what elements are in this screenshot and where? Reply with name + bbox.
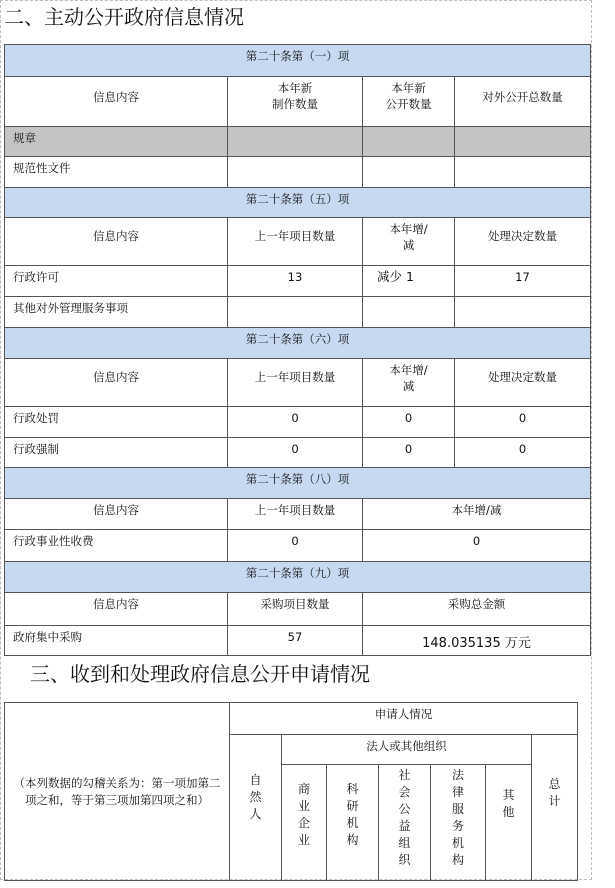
legal-org-header: 法人或其他组织: [282, 735, 532, 765]
group-header: 第二十条第（一）项: [5, 45, 591, 77]
org-type-label: 科研机构: [346, 782, 359, 847]
column-header: 采购总金额: [363, 593, 591, 626]
table-cell: 148.035135 万元: [363, 626, 591, 656]
org-type-cell: [327, 765, 379, 881]
requests-table: [4, 702, 578, 881]
column-header: 处理决定数量: [455, 359, 591, 407]
table-cell: [455, 157, 591, 188]
table-cell: [363, 297, 455, 328]
natural-person-label: 自然人: [249, 773, 262, 821]
row-label: 规章: [5, 127, 228, 157]
column-header: 采购项目数量: [228, 593, 363, 626]
column-header: 本年增/ 减: [363, 218, 455, 266]
table-cell: [228, 127, 363, 157]
row-label: 政府集中采购: [5, 626, 228, 656]
org-type-label: 社会公益组织: [398, 768, 411, 867]
column-header: 信息内容: [5, 77, 228, 127]
table-cell: 0: [228, 407, 363, 438]
org-type-cell: [282, 765, 327, 881]
group-header: 第二十条第（五）项: [5, 188, 591, 218]
table-cell: 17: [455, 266, 591, 297]
table-cell: 0: [363, 407, 455, 438]
table-cell: 57: [228, 626, 363, 656]
table-cell: 13: [228, 266, 363, 297]
applicant-header: 申请人情况: [230, 703, 578, 735]
column-header: 上一年项目数量: [228, 359, 363, 407]
org-type-label: 法律服务机构: [451, 768, 464, 867]
column-header: 信息内容: [5, 359, 228, 407]
table-cell: 0: [363, 530, 591, 562]
column-header: 本年新 公开数量: [363, 77, 455, 127]
section3-title: 三、收到和处理政府信息公开申请情况: [30, 662, 370, 686]
section2-title: 二、主动公开政府信息情况: [4, 5, 244, 29]
group-header: 第二十条第（八）项: [5, 468, 591, 499]
column-header: 本年增/ 减: [363, 359, 455, 407]
org-type-cell: [486, 765, 532, 881]
table-cell: [455, 127, 591, 157]
column-header: 信息内容: [5, 218, 228, 266]
table-cell: [228, 297, 363, 328]
group-header: 第二十条第（六）项: [5, 328, 591, 359]
column-header: 对外公开总数量: [455, 77, 591, 127]
table-cell: 0: [228, 438, 363, 468]
natural-person-cell: [230, 735, 282, 881]
column-header: 处理决定数量: [455, 218, 591, 266]
table-cell: 0: [363, 438, 455, 468]
table-cell: 减少 1: [363, 266, 455, 297]
row-label: 规范性文件: [5, 157, 228, 188]
row-label: 行政事业性收费: [5, 530, 228, 562]
total-cell: [532, 735, 578, 881]
column-header: 本年增/减: [363, 499, 591, 530]
row-label: 其他对外管理服务事项: [5, 297, 228, 328]
table-cell: 0: [455, 407, 591, 438]
table-cell: [455, 297, 591, 328]
org-type-label: 商业企业: [297, 782, 310, 847]
org-type-cell: [431, 765, 486, 881]
table-cell: 0: [455, 438, 591, 468]
column-header: 本年新 制作数量: [228, 77, 363, 127]
row-label: 行政处罚: [5, 407, 228, 438]
column-header: 信息内容: [5, 593, 228, 626]
column-header: 上一年项目数量: [228, 499, 363, 530]
org-type-label: 其他: [502, 788, 515, 819]
table-cell: [363, 157, 455, 188]
disclosure-table: [4, 44, 591, 656]
table-cell: [228, 157, 363, 188]
org-type-cell: [379, 765, 431, 881]
note-cell: （本列数据的勾稽关系为：第一项加第二项之和，等于第三项加第四项之和）: [5, 703, 230, 881]
column-header: 上一年项目数量: [228, 218, 363, 266]
row-label: 行政许可: [5, 266, 228, 297]
table-cell: 0: [228, 530, 363, 562]
table-cell: [363, 127, 455, 157]
total-label: 总计: [548, 776, 561, 808]
row-label: 行政强制: [5, 438, 228, 468]
column-header: 信息内容: [5, 499, 228, 530]
group-header: 第二十条第（九）项: [5, 562, 591, 593]
